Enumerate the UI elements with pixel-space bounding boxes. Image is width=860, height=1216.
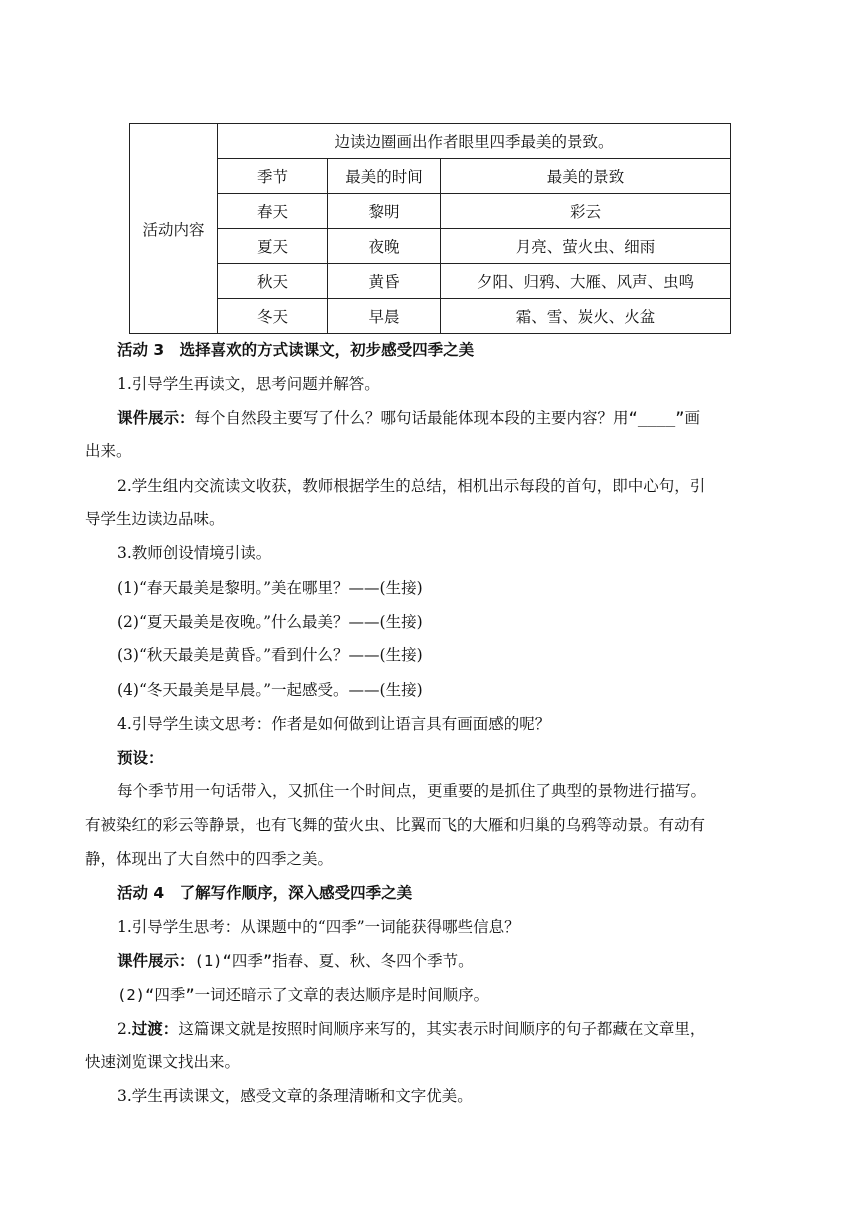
transition-text: 这篇课文就是按照时间顺序来写的，其实表示时间顺序的句子都藏在文章里， [178,1020,706,1038]
activity3-courseware [117,408,817,428]
courseware-text: (1)“四季”指春、夏、秋、冬四个季节。 [194,952,474,970]
activity4-paragraph-3: 3.学生再读课文，感受文章的条理清晰和文字优美。 [117,1087,473,1105]
activity4-heading: 活动 4 了解写作顺序，深入感受四季之美 [117,884,413,902]
header-season: 季节 [218,159,328,194]
table-cell: 夜晚 [328,229,441,264]
activity3-heading: 活动 3 选择喜欢的方式读课文，初步感受四季之美 [117,341,475,359]
activity3-paragraph-4: 4.引导学生读文思考：作者是如何做到让语言具有画面感的呢？ [117,715,551,733]
activity3-question-1: (1)“春天最美是黎明。”美在哪里？——(生接) [117,579,423,597]
table-cell: 黎明 [328,194,441,229]
activity3-paragraph-3: 3.教师创设情境引读。 [117,544,272,562]
header-time: 最美的时间 [328,159,441,194]
table-instruction: 边读边圈画出作者眼里四季最美的景致。 [218,124,731,159]
activity-table [129,123,731,334]
table-cell: 夕阳、归鸦、大雁、风声、虫鸣 [441,264,731,299]
transition-label: 过渡： [131,1020,179,1038]
activity3-courseware-cont: 出来。 [85,442,132,460]
activity3-question-3: (3)“秋天最美是黄昏。”看到什么？——(生接) [117,646,423,664]
table-row [130,194,731,229]
preset-label: 预设： [117,749,164,767]
table-row [130,229,731,264]
table-cell: 霜、雪、炭火、火盆 [441,299,731,334]
item-number: 2. [117,1020,132,1038]
activity3-paragraph-2a: 2.学生组内交流读文收获，教师根据学生的总结，相机出示每段的首句，即中心句，引 [117,477,706,495]
activity4-paragraph-2b: 快速浏览课文找出来。 [85,1053,241,1071]
activity3-paragraph-1: 1.引导学生再读文，思考问题并解答。 [117,375,380,393]
courseware-text: 每个自然段主要写了什么？哪句话最能体现本段的主要内容？用“____”画 [194,409,701,427]
activity3-question-2: (2)“夏天最美是夜晚。”什么最美？——(生接) [117,613,423,631]
table-row [130,299,731,334]
activity3-question-4: (4)“冬天最美是早晨。”一起感受。——(生接) [117,681,423,699]
activity3-paragraph-2b: 导学生边读边品味。 [85,510,225,528]
table-cell: 月亮、萤火虫、细雨 [441,229,731,264]
table-cell: 春天 [218,194,328,229]
activity4-courseware-2: (2)“四季”一词还暗示了文章的表达顺序是时间顺序。 [117,986,490,1004]
table-cell: 早晨 [328,299,441,334]
table-cell: 冬天 [218,299,328,334]
preset-line-1: 每个季节用一句话带入，又抓住一个时间点，更重要的是抓住了典型的景物进行描写。 [117,782,707,800]
courseware-label: 课件展示： [117,952,195,970]
courseware-label: 课件展示： [117,409,195,427]
table-row [130,264,731,299]
activity4-paragraph-2a [117,1019,817,1039]
table-cell: 彩云 [441,194,731,229]
header-scenery: 最美的景致 [441,159,731,194]
activity4-paragraph-1: 1.引导学生思考：从课题中的“四季”一词能获得哪些信息？ [117,918,520,936]
table-header-row [130,159,731,194]
activity4-courseware [117,951,817,971]
preset-line-2: 有被染红的彩云等静景，也有飞舞的萤火虫、比翼而飞的大雁和归巢的乌鸦等动景。有动有 [85,816,706,834]
preset-line-3: 静，体现出了大自然中的四季之美。 [85,850,334,868]
table-cell: 秋天 [218,264,328,299]
table-cell: 黄昏 [328,264,441,299]
table-cell: 夏天 [218,229,328,264]
activity-content-label: 活动内容 [130,124,218,334]
